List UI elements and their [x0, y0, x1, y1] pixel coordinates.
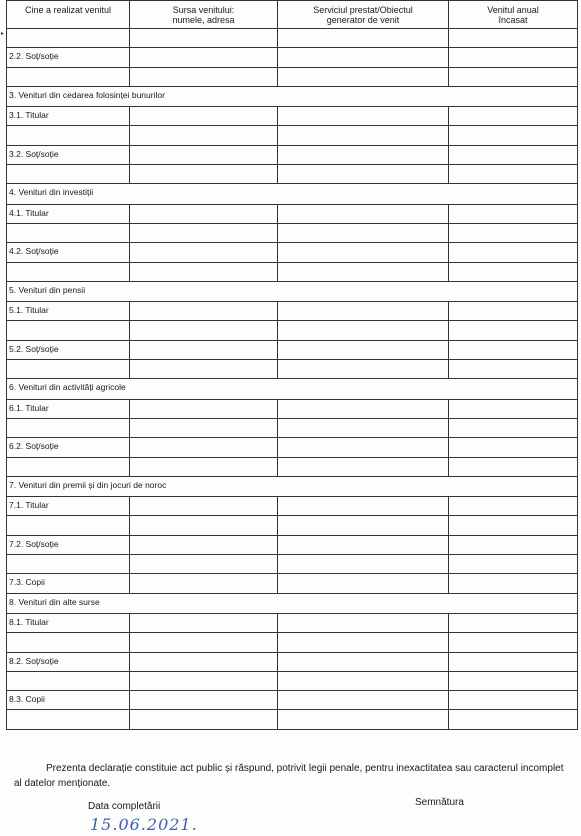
table-row [7, 691, 577, 710]
entry-cell[interactable] [278, 107, 449, 125]
entry-cell[interactable] [278, 321, 449, 339]
table-row [7, 516, 577, 535]
entry-cell[interactable] [278, 614, 449, 632]
table-row [7, 68, 577, 87]
entry-cell[interactable] [130, 438, 278, 456]
header-annual-income: Venitul anual încasat [487, 5, 539, 25]
row-label-cell [7, 710, 130, 728]
table-row [7, 321, 577, 340]
table-row [7, 205, 577, 224]
table-row [7, 633, 577, 652]
footer [14, 761, 574, 791]
row-label-cell: 6.2. Soț/soție [7, 438, 130, 456]
entry-cell[interactable] [278, 302, 449, 320]
table-row [7, 497, 577, 516]
entry-cell[interactable] [449, 205, 577, 223]
row-label-cell [7, 321, 130, 339]
entry-cell[interactable] [130, 360, 278, 378]
entry-cell[interactable] [449, 419, 577, 437]
entry-cell[interactable] [130, 68, 278, 86]
entry-cell[interactable] [449, 400, 577, 418]
entry-cell[interactable] [449, 341, 577, 359]
entry-cell[interactable] [449, 672, 577, 690]
declaration-statement: Prezenta declarație constituie act public și răspund, potrivit legii penale, pentru inexactitatea sau caracterul incomplet al datelor menționate. [14, 763, 564, 789]
entry-cell[interactable] [449, 360, 577, 378]
header-source: Sursa venitului: numele, adresa [130, 1, 278, 28]
entry-cell[interactable] [278, 458, 449, 476]
row-label-cell [7, 419, 130, 437]
row-label-cell: 5.2. Soț/soție [7, 341, 130, 359]
entry-cell[interactable] [278, 360, 449, 378]
entry-cell[interactable] [130, 321, 278, 339]
table-row [7, 341, 577, 360]
entry-cell[interactable] [278, 672, 449, 690]
entry-cell[interactable] [278, 68, 449, 86]
row-label-cell [7, 224, 130, 242]
entry-cell[interactable] [278, 48, 449, 66]
entry-cell[interactable] [449, 126, 577, 144]
handwritten-date: 15.06.2021. [90, 815, 198, 834]
table-row [7, 653, 577, 672]
table-row [7, 400, 577, 419]
entry-cell[interactable] [130, 574, 278, 592]
entry-cell[interactable] [449, 497, 577, 515]
row-label-cell [7, 360, 130, 378]
section-heading: 3. Venituri din cedarea folosinței bunurilor [7, 87, 577, 107]
entry-cell[interactable] [130, 536, 278, 554]
entry-cell[interactable] [449, 633, 577, 651]
row-label-cell: 4.1. Titular [7, 205, 130, 223]
row-label-cell [7, 633, 130, 651]
row-label-cell [7, 516, 130, 534]
entry-cell[interactable] [278, 536, 449, 554]
entry-cell[interactable] [278, 400, 449, 418]
table-row [7, 710, 577, 729]
row-label-cell [7, 68, 130, 86]
header-service: Serviciul prestat/Obiectul generator de venit [278, 1, 449, 28]
entry-cell[interactable] [130, 458, 278, 476]
table-row [7, 126, 577, 145]
table-row [7, 438, 577, 457]
entry-cell[interactable] [130, 672, 278, 690]
entry-cell[interactable] [278, 438, 449, 456]
row-label-cell: 5.1. Titular [7, 302, 130, 320]
row-label-cell: 3.2. Soț/soție [7, 146, 130, 164]
entry-cell[interactable] [278, 653, 449, 671]
entry-cell[interactable] [130, 165, 278, 183]
entry-cell[interactable] [449, 68, 577, 86]
entry-cell[interactable] [130, 497, 278, 515]
entry-cell[interactable] [278, 243, 449, 261]
entry-cell[interactable] [130, 29, 278, 47]
table-body [7, 29, 577, 730]
entry-cell[interactable] [130, 710, 278, 728]
entry-cell[interactable] [449, 536, 577, 554]
entry-cell[interactable] [449, 107, 577, 125]
entry-cell[interactable] [130, 633, 278, 651]
table-row [7, 48, 577, 67]
entry-cell[interactable] [130, 419, 278, 437]
table-row [7, 536, 577, 555]
row-label-cell [7, 458, 130, 476]
date-label: Data completării [88, 801, 161, 812]
table-row [7, 302, 577, 321]
table-row [7, 224, 577, 243]
entry-cell[interactable] [278, 574, 449, 592]
entry-cell[interactable] [449, 224, 577, 242]
row-label-cell [7, 555, 130, 573]
row-label-cell [7, 263, 130, 281]
entry-cell[interactable] [130, 224, 278, 242]
row-label-cell: 4.2. Soț/soție [7, 243, 130, 261]
table-row [7, 555, 577, 574]
row-label-cell: 8.3. Copii [7, 691, 130, 709]
entry-cell[interactable] [130, 107, 278, 125]
entry-cell[interactable] [278, 146, 449, 164]
entry-cell[interactable] [130, 400, 278, 418]
row-label-cell [7, 29, 130, 47]
entry-cell[interactable] [449, 458, 577, 476]
table-row [7, 107, 577, 126]
entry-cell[interactable] [278, 419, 449, 437]
entry-cell[interactable] [130, 653, 278, 671]
row-label-cell: 6.1. Titular [7, 400, 130, 418]
entry-cell[interactable] [130, 146, 278, 164]
entry-cell[interactable] [130, 205, 278, 223]
table-row [7, 360, 577, 379]
entry-cell[interactable] [278, 497, 449, 515]
entry-cell[interactable] [278, 691, 449, 709]
header-who: Cine a realizat venitul [7, 1, 130, 28]
row-label-cell: 7.1. Titular [7, 497, 130, 515]
entry-cell[interactable] [278, 263, 449, 281]
section-heading: 4. Venituri din investiții [7, 184, 577, 204]
section-heading: 7. Venituri din premii și din jocuri de noroc [7, 477, 577, 497]
entry-cell[interactable] [449, 516, 577, 534]
section-heading: 5. Venituri din pensii [7, 282, 577, 302]
row-label-cell [7, 126, 130, 144]
entry-cell[interactable] [449, 165, 577, 183]
table-row [7, 243, 577, 262]
row-label-cell [7, 165, 130, 183]
entry-cell[interactable] [449, 243, 577, 261]
entry-cell[interactable] [278, 555, 449, 573]
margin-mark: ▸ [1, 31, 5, 37]
entry-cell[interactable] [130, 263, 278, 281]
row-label-cell: 7.3. Copii [7, 574, 130, 592]
entry-cell[interactable] [449, 48, 577, 66]
row-label-cell [7, 672, 130, 690]
entry-cell[interactable] [278, 165, 449, 183]
entry-cell[interactable] [449, 263, 577, 281]
entry-cell[interactable] [278, 341, 449, 359]
entry-cell[interactable] [130, 302, 278, 320]
entry-cell[interactable] [278, 29, 449, 47]
section-heading: 8. Venituri din alte surse [7, 594, 577, 614]
entry-cell[interactable] [278, 205, 449, 223]
table-row [7, 672, 577, 691]
entry-cell[interactable] [130, 48, 278, 66]
entry-cell[interactable] [449, 321, 577, 339]
table-row [7, 614, 577, 633]
entry-cell[interactable] [449, 438, 577, 456]
entry-cell[interactable] [449, 653, 577, 671]
entry-cell[interactable] [449, 710, 577, 728]
entry-cell[interactable] [449, 302, 577, 320]
entry-cell[interactable] [449, 691, 577, 709]
entry-cell[interactable] [130, 614, 278, 632]
table-row [7, 29, 577, 48]
row-label-cell: 8.1. Titular [7, 614, 130, 632]
entry-cell[interactable] [278, 126, 449, 144]
row-label-cell: 8.2. Soț/soție [7, 653, 130, 671]
table-row [7, 146, 577, 165]
entry-cell[interactable] [130, 126, 278, 144]
entry-cell[interactable] [449, 574, 577, 592]
section-heading: 6. Venituri din activități agricole [7, 379, 577, 399]
entry-cell[interactable] [278, 633, 449, 651]
row-label-cell: 2.2. Soț/soție [7, 48, 130, 66]
entry-cell[interactable] [130, 243, 278, 261]
entry-cell[interactable] [130, 341, 278, 359]
row-label-cell: 3.1. Titular [7, 107, 130, 125]
table-row [7, 458, 577, 477]
entry-cell[interactable] [449, 146, 577, 164]
income-table [6, 0, 578, 730]
table-row [7, 574, 577, 593]
signature-label: Semnătura [415, 797, 464, 808]
entry-cell[interactable] [449, 29, 577, 47]
row-label-cell: 7.2. Soț/soție [7, 536, 130, 554]
table-row [7, 419, 577, 438]
entry-cell[interactable] [278, 224, 449, 242]
entry-cell[interactable] [449, 555, 577, 573]
entry-cell[interactable] [449, 614, 577, 632]
entry-cell[interactable] [130, 516, 278, 534]
table-header [7, 1, 577, 29]
entry-cell[interactable] [130, 691, 278, 709]
entry-cell[interactable] [130, 555, 278, 573]
entry-cell[interactable] [278, 516, 449, 534]
table-row [7, 165, 577, 184]
entry-cell[interactable] [278, 710, 449, 728]
table-row [7, 263, 577, 282]
